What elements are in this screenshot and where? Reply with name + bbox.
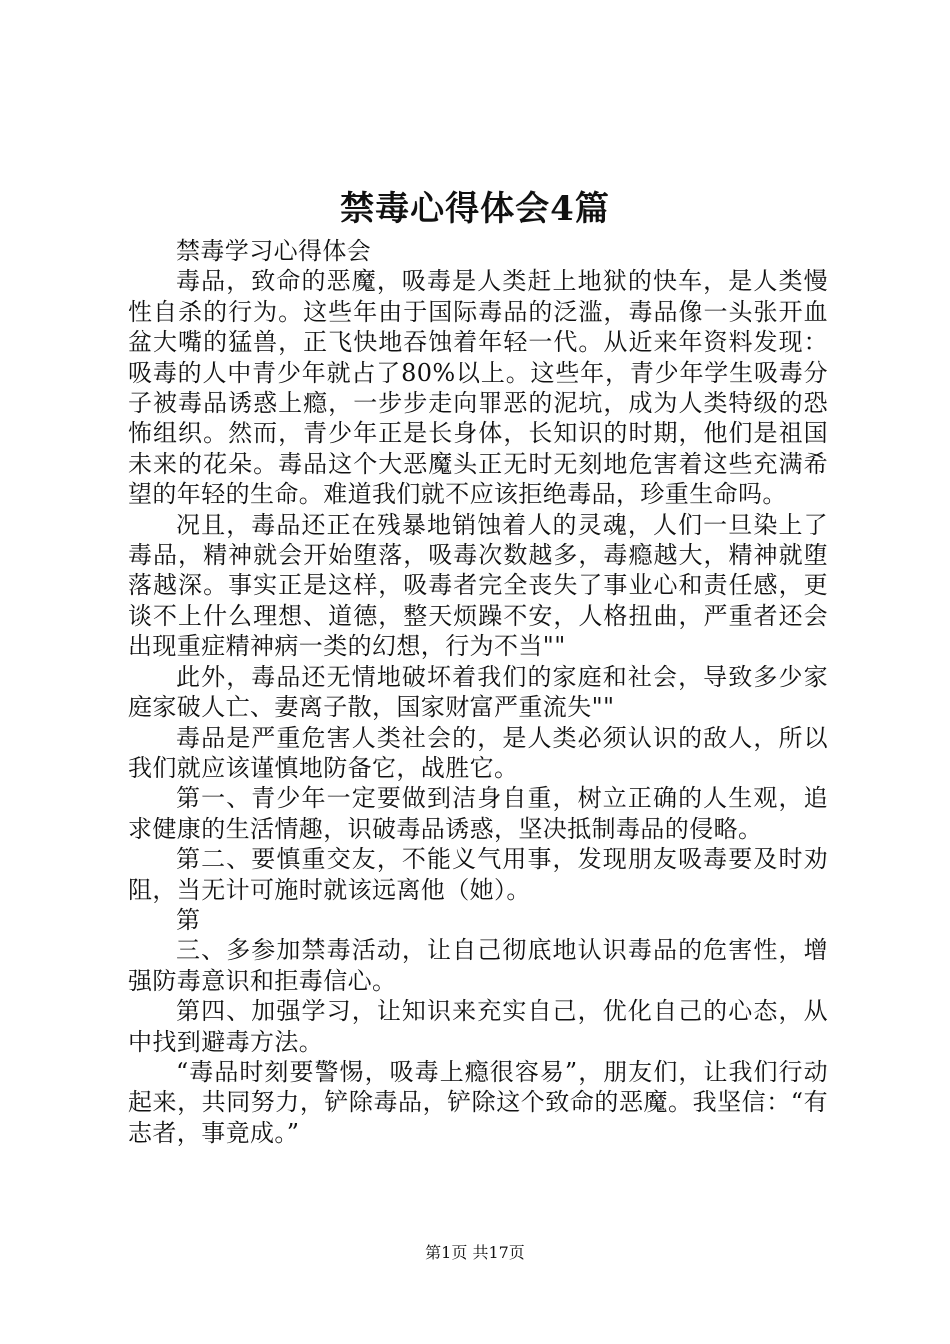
paragraph: 第二、要慎重交友，不能义气用事，发现朋友吸毒要及时劝阻，当无计可施时就该远离他（她）。 xyxy=(128,845,828,904)
paragraph-subtitle: 禁毒学习心得体会 xyxy=(176,237,372,265)
paragraph: 第一、青少年一定要做到洁身自重，树立正确的人生观，追求健康的生活情趣，识破毒品诱惑，坚决抵制毒品的侵略。 xyxy=(128,784,828,843)
paragraph: 此外，毒品还无情地破坏着我们的家庭和社会，导致多少家庭家破人亡、妻离子散，国家财富严重流失"" xyxy=(128,662,828,722)
paragraph: 第 xyxy=(176,905,201,934)
page-number-footer: 第1页 共17页 xyxy=(425,1243,525,1262)
document-title: 禁毒心得体会4篇 xyxy=(340,189,610,229)
paragraph: “毒品时刻要警惕，吸毒上瘾很容易”，朋友们，让我们行动起来，共同努力，铲除毒品，铲除这个致命的恶魔。我坚信：“有志者，事竟成。” xyxy=(128,1057,828,1147)
paragraph: 三、多参加禁毒活动，让自己彻底地认识毒品的危害性，增强防毒意识和拒毒信心。 xyxy=(128,936,828,995)
paragraph: 第四、加强学习，让知识来充实自己，优化自己的心态，从中找到避毒方法。 xyxy=(128,997,828,1056)
document-body xyxy=(128,236,828,1148)
paragraph: 毒品，致命的恶魔，吸毒是人类赶上地狱的快车，是人类慢性自杀的行为。这些年由于国际毒品的泛滥，毒品像一头张开血盆大嘴的猛兽，正飞快地吞蚀着年轻一代。从近来年资料发现：吸毒的人中青少年就占了80%以上。这些年，青少年学生吸毒分子被毒品诱惑上瘾，一步步走向罪恶的泥坑，成为人类特级的恐怖组织。然而，青少年正是长身体，长知识的时期，他们是祖国未来的花朵。毒品这个大恶魔头正无时无刻地危害着这些充满希望的年轻的生命。难道我们就不应该拒绝毒品，珍重生命吗。 xyxy=(128,267,828,509)
paragraph: 况且，毒品还正在残暴地销蚀着人的灵魂，人们一旦染上了毒品，精神就会开始堕落，吸毒次数越多，毒瘾越大，精神就堕落越深。事实正是这样，吸毒者完全丧失了事业心和责任感，更谈不上什么理想、道德，整天烦躁不安，人格扭曲，严重者还会出现重症精神病一类的幻想，行为不当"" xyxy=(128,510,828,661)
paragraph: 毒品是严重危害人类社会的，是人类必须认识的敌人，所以我们就应该谨慎地防备它，战胜它。 xyxy=(128,723,828,782)
